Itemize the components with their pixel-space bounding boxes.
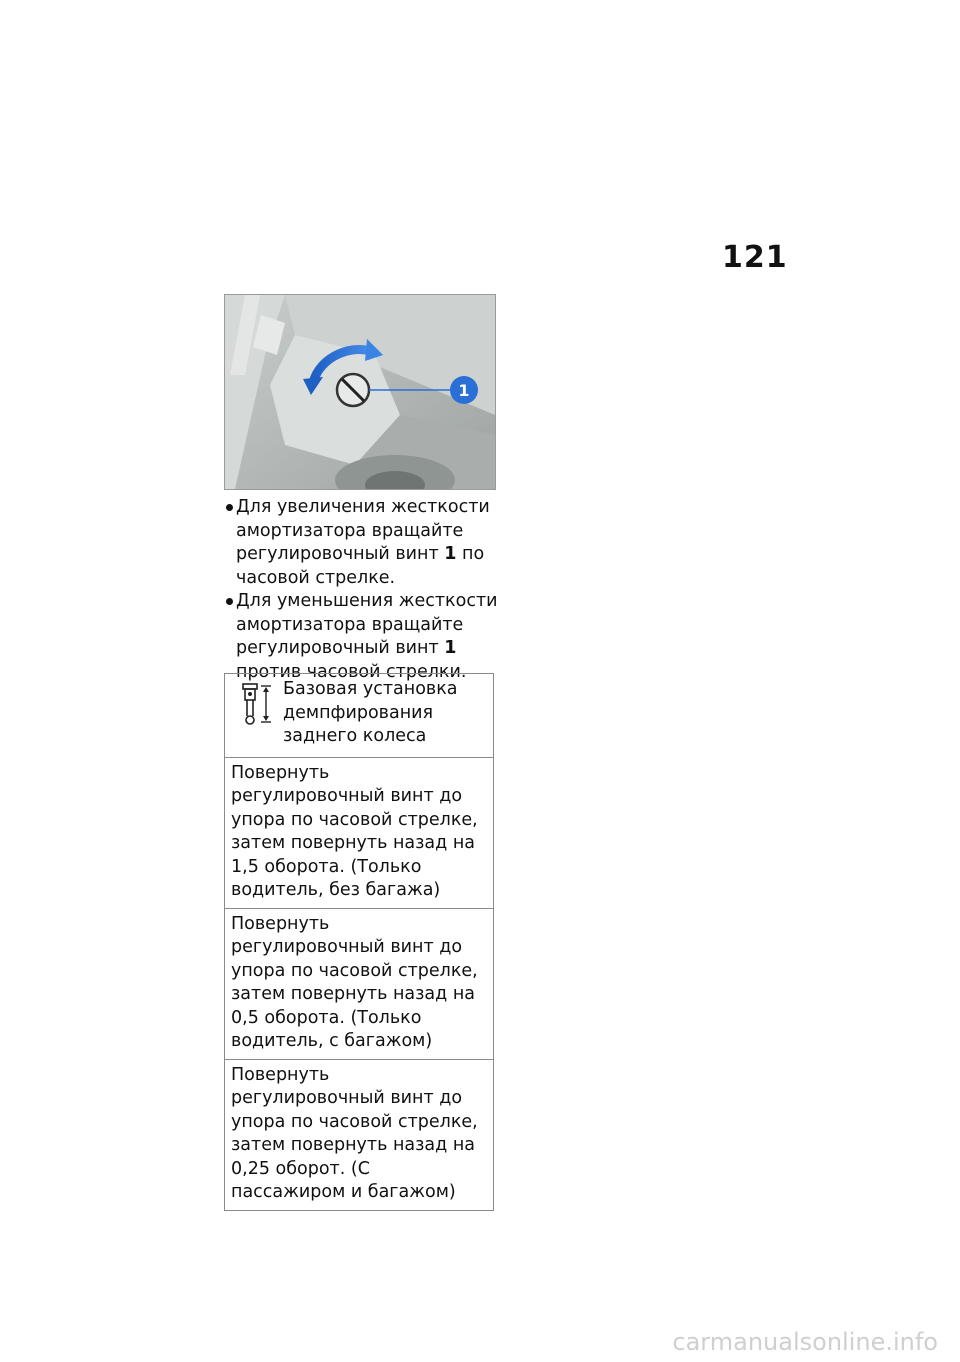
shock-absorber-icon bbox=[237, 682, 275, 726]
table-header bbox=[225, 674, 493, 758]
setting-rider-with-luggage: Повернуть регулировочный винт до упора по часовой стрелке, затем повернуть назад на 0,5 оборота. (Только водитель, с багажом) bbox=[225, 909, 493, 1060]
item-ref: 1 bbox=[444, 638, 457, 658]
instruction-text: Для уменьшения жесткости амортизатора вращайте регулировочный винт bbox=[236, 591, 498, 658]
watermark: carmanualsonline.info bbox=[672, 1328, 938, 1356]
instruction-text: Для увеличения жесткости амортизатора вращайте регулировочный винт bbox=[236, 497, 490, 564]
page-number: 121 bbox=[722, 240, 788, 275]
item-ref: 1 bbox=[444, 544, 457, 564]
instruction-text: по часовой стрелке. bbox=[236, 544, 485, 588]
adjustment-screw-photo bbox=[224, 294, 496, 490]
setting-rider-no-luggage: Повернуть регулировочный винт до упора по часовой стрелке, затем повернуть назад на 1,5 оборота. (Только водитель, без багажа) bbox=[225, 758, 493, 909]
instruction-increase bbox=[224, 496, 504, 590]
instruction-text: против часовой стрелки. bbox=[236, 661, 467, 682]
setting-passenger-luggage: Повернуть регулировочный винт до упора по часовой стрелке, затем повернуть назад на 0,25 оборот. (С пассажиром и багажом) bbox=[231, 1064, 478, 1202]
table-title: Базовая установка демпфирования заднего колеса bbox=[283, 679, 458, 746]
callout-number: 1 bbox=[458, 381, 470, 400]
damping-settings-table bbox=[224, 673, 494, 1211]
photo-illustration bbox=[225, 295, 495, 489]
instruction-list bbox=[224, 496, 504, 684]
instruction-decrease bbox=[224, 590, 504, 684]
